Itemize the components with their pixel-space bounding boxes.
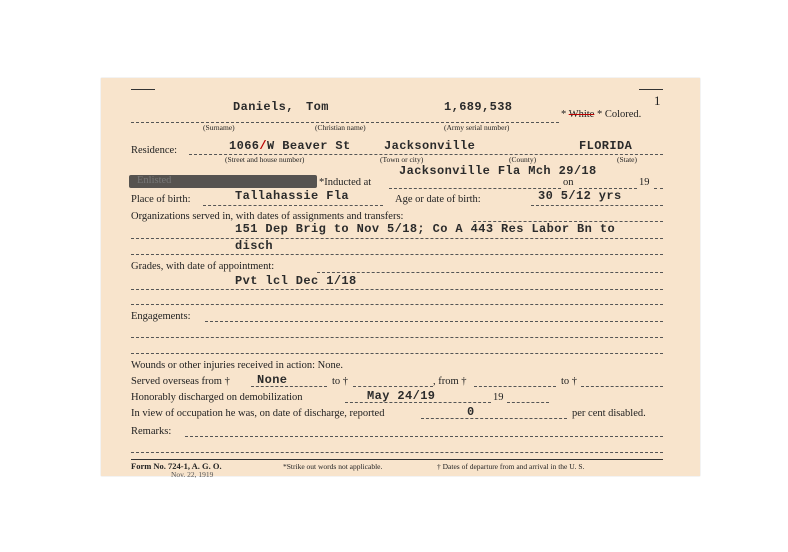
occupation-label: In view of occupation he was, on date of discharge, reported [131,408,385,419]
birth-place-value: Tallahassie Fla [235,189,350,203]
disabled-percent-line [421,418,567,419]
engagements-label: Engagements: [131,311,191,322]
birth-place-label: Place of birth: [131,194,191,205]
organizations-label: Organizations served in, with dates of assignments and transfers: [131,211,404,222]
christian-name-value: Tom [306,100,329,114]
insertion-mark: / [259,139,268,153]
residence-town-value: Jacksonville [384,139,476,153]
age-value: 30 5/12 yrs [538,189,622,203]
on-label: on [563,177,574,188]
enlisted-label: Enlisted [137,175,172,186]
disabled-percent-value: 0 [467,405,475,419]
footnote-dates: † Dates of departure from and arrival in the U. S. [437,462,585,471]
surname-caption: (Surname) [203,123,235,132]
color-designation: * White * Colored. [561,109,642,120]
engagements-line-0 [205,321,663,322]
overseas-to-line-2 [581,386,663,387]
discharged-date-value: May 24/19 [367,389,436,403]
overseas-from-value: None [257,373,288,387]
organizations-line-1 [131,238,663,239]
inducted-year-line [654,188,663,189]
top-right-rule [639,89,663,90]
form-date: Nov. 22, 1919 [171,470,214,479]
serial-caption: (Army serial number) [444,123,510,132]
inducted-year-prefix: 19 [639,177,650,188]
age-label: Age or date of birth: [395,194,481,205]
remarks-label: Remarks: [131,426,172,437]
grades-line-2 [131,304,663,305]
residence-state-value: FLORIDA [579,139,633,153]
age-line [531,205,663,206]
street-caption: (Street and house number) [225,155,305,164]
color-colored: * Colored. [596,109,642,120]
enlisted-place-date: Jacksonville Fla Mch 29/18 [399,164,597,178]
residence-street-value [229,139,351,153]
wounds-line [131,360,343,371]
christian-name-caption: (Christian name) [315,123,366,132]
organizations-value-line2: disch [235,239,274,253]
grades-value: Pvt lcl Dec 1/18 [235,274,357,288]
state-caption: (State) [617,155,637,164]
birth-place-line [203,205,383,206]
surname-value: Daniels, [233,100,294,114]
grades-label: Grades, with date of appointment: [131,261,275,272]
residence-street-number: 1066 [229,139,260,153]
footnote-strike-out: *Strike out words not applicable. [283,462,383,471]
serial-number-value: 1,689,538 [444,100,513,114]
residence-label: Residence: [131,145,178,156]
overseas-from-line-2 [474,386,556,387]
town-caption: (Town or city) [380,155,424,164]
remarks-line-1 [131,452,663,453]
organizations-value-line1: 151 Dep Brig to Nov 5/18; Co A 443 Res Labor Bn to [235,222,616,236]
residence-street-name: W Beaver St [267,139,351,153]
inducted-year [639,177,650,188]
form-number: Form No. 724-1, A. G. O. [131,461,222,471]
card-number: 1 [654,93,661,108]
grades-line-0 [317,272,663,273]
inducted-place-line [389,188,561,189]
engagements-line-2 [131,353,663,354]
overseas-to-label: to † [332,376,349,387]
engagements-line-1 [131,337,663,338]
inducted-label: *Inducted at [319,177,372,188]
wounds-value: None. [317,360,344,371]
grades-line-1 [131,289,663,290]
county-caption: (County) [509,155,537,164]
overseas-to-line [353,386,433,387]
overseas-from-line [251,386,327,387]
overseas-label: Served overseas from † [131,376,230,387]
discharged-label: Honorably discharged on demobilization [131,392,303,403]
organizations-line-2 [131,254,663,255]
discharged-date-line [345,402,491,403]
disabled-label: per cent disabled. [572,408,646,419]
remarks-line-0 [185,436,663,437]
overseas-to-label-2: to † [561,376,578,387]
wounds-label: Wounds or other injuries received in action: [131,360,316,371]
top-left-rule [131,89,155,90]
overseas-from-label-2: , from † [433,376,467,387]
discharged-year: 19 [493,392,504,403]
discharged-year-line [507,402,549,403]
color-white-struck: White [568,109,595,120]
footer-rule [131,459,663,460]
service-record-card [101,78,700,479]
